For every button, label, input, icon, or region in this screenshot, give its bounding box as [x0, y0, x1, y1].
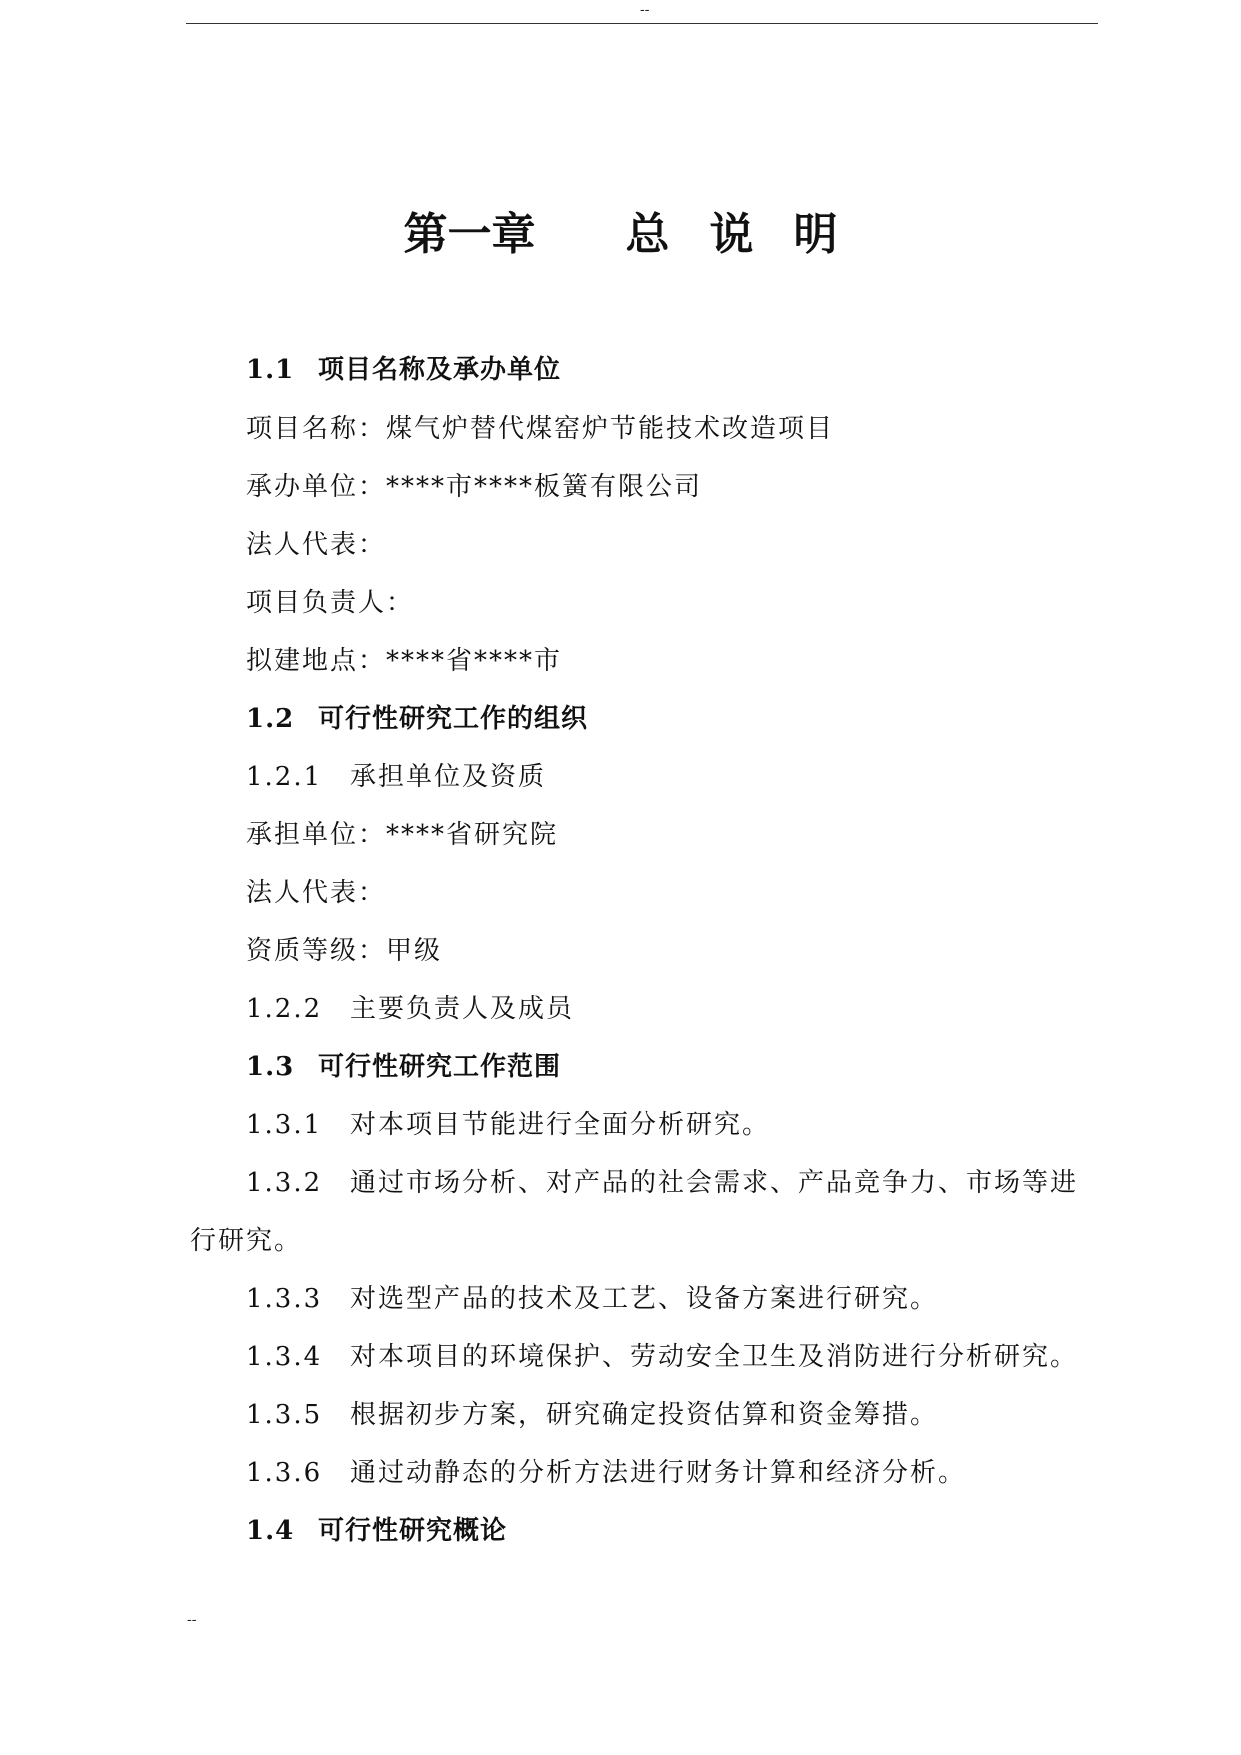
subsection-text: 对选型产品的技术及工艺、设备方案进行研究。	[350, 1284, 939, 1314]
section-heading-1-3	[246, 1050, 561, 1084]
title-word-3: 明	[793, 209, 838, 260]
title-word-1: 总	[625, 209, 670, 260]
subsection-text: 对本项目节能进行全面分析研究。	[350, 1110, 771, 1140]
site-line: 拟建地点：****省****市	[246, 646, 563, 676]
subsection-number: 1.2.2	[246, 994, 323, 1024]
section-number: 1.3	[246, 1052, 295, 1082]
project-leader-line: 项目负责人：	[246, 588, 415, 618]
subsection-title: 主要负责人及成员	[350, 994, 575, 1024]
subsection-title: 承担单位及资质	[350, 762, 547, 792]
subsection-text: 通过动静态的分析方法进行财务计算和经济分析。	[350, 1458, 967, 1488]
project-name-line: 项目名称：煤气炉替代煤窑炉节能技术改造项目	[246, 414, 835, 444]
header-rule	[186, 23, 1098, 24]
subsection-number: 1.3.3	[246, 1284, 323, 1314]
chapter-title	[0, 205, 1241, 265]
subsection-1-3-2	[246, 1166, 1078, 1200]
organizer-line: 承办单位：****市****板簧有限公司	[246, 472, 703, 502]
chapter-number: 第一章	[403, 209, 536, 260]
section-title: 可行性研究工作的组织	[318, 704, 589, 734]
section-number: 1.4	[246, 1516, 295, 1546]
subsection-1-3-6	[246, 1456, 966, 1490]
legal-rep-line-2: 法人代表：	[246, 878, 387, 908]
section-number: 1.2	[246, 704, 295, 734]
subsection-number: 1.3.1	[246, 1110, 323, 1140]
subsection-1-3-1	[246, 1108, 770, 1142]
subsection-number: 1.3.2	[246, 1168, 323, 1198]
subsection-1-3-4	[246, 1340, 1078, 1374]
footer-mark: --	[187, 1612, 197, 1628]
subsection-number: 1.3.4	[246, 1342, 323, 1372]
header-mark: --	[640, 2, 650, 18]
section-heading-1-4	[246, 1514, 507, 1548]
subsection-1-3-5	[246, 1398, 938, 1432]
legal-rep-line: 法人代表：	[246, 530, 387, 560]
subsection-text: 根据初步方案，研究确定投资估算和资金筹措。	[350, 1400, 939, 1430]
subsection-number: 1.3.6	[246, 1458, 323, 1488]
subsection-number: 1.2.1	[246, 762, 323, 792]
subsection-text: 通过市场分析、对产品的社会需求、产品竞争力、市场等进	[350, 1168, 1079, 1198]
subsection-1-2-1	[246, 760, 546, 794]
section-title: 项目名称及承办单位	[318, 355, 562, 385]
subsection-text: 对本项目的环境保护、劳动安全卫生及消防进行分析研究。	[350, 1342, 1079, 1372]
section-heading-1-2	[246, 702, 588, 736]
section-title: 可行性研究工作范围	[318, 1052, 562, 1082]
title-word-2: 说	[709, 209, 754, 260]
grade-line: 资质等级：甲级	[246, 936, 443, 966]
subsection-number: 1.3.5	[246, 1400, 323, 1430]
undertaking-unit-line: 承担单位：****省研究院	[246, 820, 559, 850]
section-title: 可行性研究概论	[318, 1516, 508, 1546]
subsection-1-3-2-continued: 行研究。	[190, 1226, 303, 1256]
section-number: 1.1	[246, 355, 295, 385]
subsection-1-3-3	[246, 1282, 938, 1316]
section-heading-1-1	[246, 353, 561, 387]
subsection-1-2-2	[246, 992, 574, 1026]
